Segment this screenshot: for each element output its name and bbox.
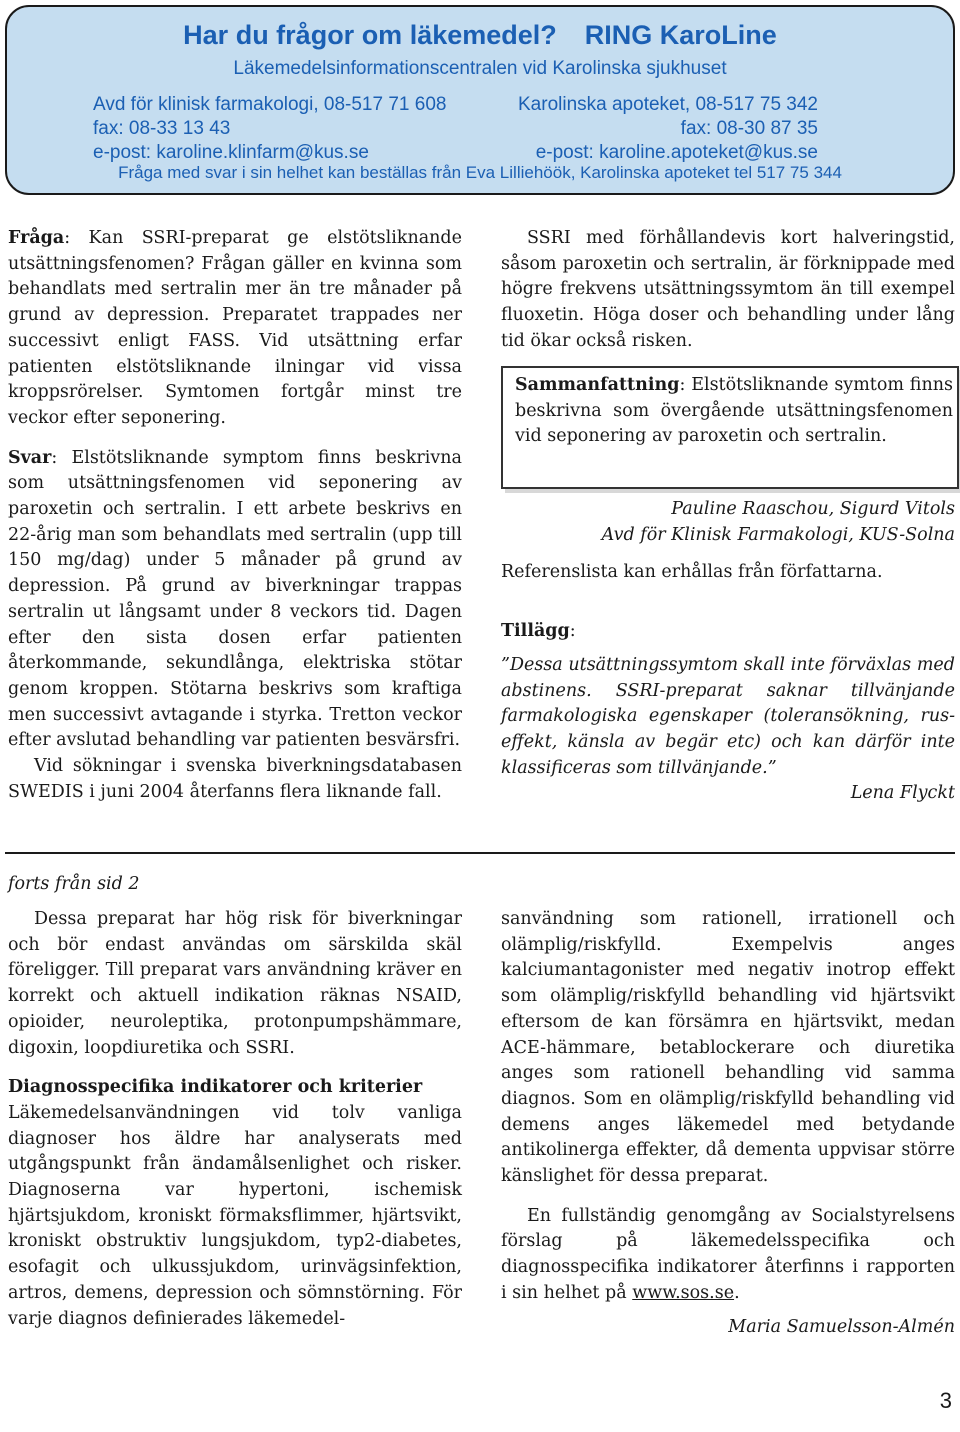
continued-author: Maria Samuelsson-Almén [728, 1316, 955, 1337]
addendum-quote: ”Dessa utsättningssymtom skall inte förväxlas med abstinens. SSRI-preparat saknar tillvänjande farmakologiska egenskaper (toleransökning, rus-effekt, känsla av begär etc) och kan därför inte klassificeras som tillvänjande.” [501, 654, 955, 778]
banner-contact-apoteket [518, 93, 818, 165]
continued-para-4 [501, 1204, 955, 1307]
continued-para-2: Läkemedelsanvändningen vid tolv vanliga diagnoser hos äldre har analyserats med utgångspunkt från ändamålsenlighet och risker. Diagnoserna var hypertoni, ischemisk hjärtsjukdom, kroniskt förmaksflimmer, hjärtsvikt, kroniskt obstruktiv lungsjukdom, typ2-diabetes, esofagit och ulkussjukdom, urinvägsinfektion, artros, demens, depression och sömnstörning. För varje diagnos definierades läkemedel- [8, 1102, 462, 1329]
answer-text: : Elstötsliknande symptom finns beskrivna som utsättningsfenomen vid seponering av paroxetin och sertralin. I ett arbete beskrivs en 22-årig man som behandlats med sertralin (upp till 150 mg/dag) under 5 månader på grund av depression. På grund av biverkningar trappas sertralin ut långsamt under 8 veckors tid. Dagen efter den sista dosen erfar patienten återkommande, sekundlånga, elektriska stötar genom kroppen. Stötarna beskrivs som kraftiga men successivt avtagande i styrka. Tretton veckor efter avslutad behandling var patienten besvärsfri. [8, 447, 462, 751]
klinfarm-email[interactable]: e-post: karoline.klinfarm@kus.se [93, 142, 369, 163]
answer-paragraph [8, 446, 462, 754]
authors-block [501, 497, 955, 807]
qa-column [8, 226, 462, 805]
summary-text-block [515, 373, 953, 450]
swedis-paragraph: Vid sökningar i svenska biverkningsdatabasen SWEDIS i juni 2004 återfanns flera liknande fall. [8, 756, 462, 802]
authors: Pauline Raaschou, Sigurd Vitols [671, 499, 955, 519]
page-number: 3 [939, 1388, 952, 1413]
banner-contact-klinfarm [93, 93, 446, 165]
link-period: . [734, 1282, 740, 1303]
apoteket-fax: fax: 08-30 87 35 [680, 118, 818, 139]
banner-question: Har du frågor om läkemedel? [183, 20, 557, 50]
summary-paragraph [515, 373, 953, 450]
karoline-banner [5, 5, 955, 195]
summary-text: : Elstötsliknande symtom finns beskrivna som övergående utsättningsfenomen vid seponering av paroxetin och sertralin. [515, 375, 953, 447]
sos-link[interactable]: www.sos.se [632, 1282, 735, 1303]
question-paragraph [8, 226, 462, 432]
apoteket-email[interactable]: e-post: karoline.apoteket@kus.se [535, 142, 818, 163]
continued-right-column [501, 907, 955, 1340]
question-label: Fråga [8, 228, 65, 248]
apoteket-phone: Karolinska apoteket, 08-517 75 342 [518, 94, 818, 115]
addendum-label: Tillägg [501, 621, 570, 642]
addendum-heading [501, 619, 955, 645]
banner-title [7, 20, 953, 51]
quote-author: Lena Flyckt [850, 783, 955, 804]
banner-subtitle: Läkemedelsinformationscentralen vid Karolinska sjukhuset [233, 58, 727, 79]
summary-label: Sammanfattning [515, 375, 680, 395]
diagnosis-heading [8, 1075, 462, 1101]
answer-label: Svar [8, 447, 52, 468]
continued-left-column [8, 907, 462, 1332]
addendum-colon: : [569, 621, 576, 642]
klinfarm-fax: fax: 08-33 13 43 [93, 118, 231, 139]
diagnosis-heading-text: Diagnosspecifika indikatorer och kriterier [8, 1077, 423, 1098]
banner-footer: Fråga med svar i sin helhet kan beställas från Eva Lilliehöök, Karolinska apoteket tel 517 75 344 [118, 163, 842, 182]
ssri-paragraph: SSRI med förhållandevis kort halveringstid, såsom paroxetin och sertralin, är förknippade med högre frekvens utsättningssymtom än till exempel fluoxetin. Höga doser och behandling under lång tid ökar också risken. [501, 228, 955, 351]
banner-ring: RING KaroLine [584, 20, 777, 50]
section-divider [5, 852, 955, 854]
references-note: Referenslista kan erhållas från författarna. [501, 562, 883, 583]
continued-para-3: sanvändning som rationell, irrationell och olämplig/riskfylld. Exempelvis anges kalciumantagonister med negativ inotrop effekt som olämplig/riskfylld behandling vid hjärtsvikt eftersom de kan försämra en hjärtsvikt, medan ACE-hämmare, betablockerare och diuretika anges som rationell behandling vid samma diagnos. Som en olämplig/riskfylld behandling vid demens anges läkemedel med betydande antikolinerga effekter, då dementa uppvisar större känslighet för dessa preparat. [501, 909, 955, 1187]
continued-para-1: Dessa preparat har hög risk för biverkningar och bör endast användas om särskilda skäl föreligger. Till preparat vars användning kräver en korrekt och aktuell indikation räknas NSAID, opioider, neuroleptika, protonpumpshämmare, digoxin, loopdiuretika och SSRI. [8, 909, 462, 1058]
ssri-paragraph-block [501, 226, 955, 355]
question-text: : Kan SSRI-preparat ge elstötsliknande utsättningsfenomen? Frågan gäller en kvinna som behandlats med sertralin mer än tre månader på grund av depression. Preparatet trappades ner successivt enligt FASS. Vid utsättning erfar patienten elstötsliknande ilningar vid vissa kroppsrörelser. Symtomen fortgår minst tre veckor efter seponering. [8, 228, 462, 428]
continued-label: forts från sid 2 [8, 874, 140, 894]
klinfarm-phone: Avd för klinisk farmakologi, 08-517 71 608 [93, 94, 447, 115]
continued-para-4-text: En fullständig genomgång av Socialstyrelsens förslag på läkemedelsspecifika och diagnosspecifika indikatorer återfinns i rapporten i sin helhet på [501, 1205, 955, 1303]
affiliation: Avd för Klinisk Farmakologi, KUS-Solna [601, 524, 955, 545]
